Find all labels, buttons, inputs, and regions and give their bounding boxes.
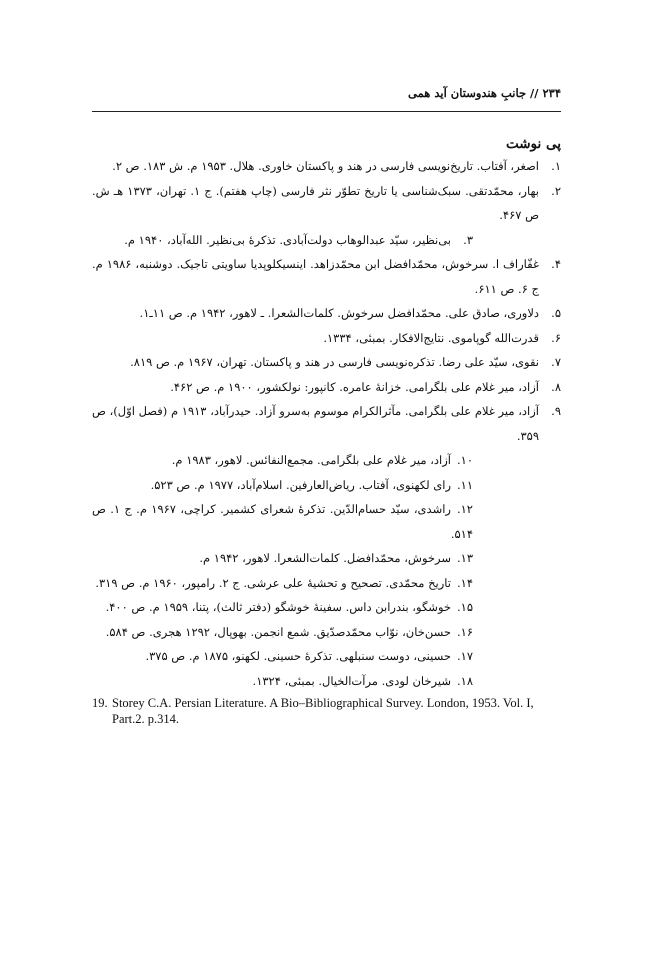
note-item [92,497,561,546]
note-text: آزاد، میر غلام علی بلگرامی. مآثرالکرام موسوم به‌سرو آزاد. حیدرآباد، ۱۹۱۳ م (فصل اوّل)، ص ۳۵۹. [92,404,539,443]
note-item [92,595,561,620]
note-text: آزاد، میر غلام علی بلگرامی. مجمع‌النفائس. لاهور، ۱۹۸۳ م. [171,453,451,467]
note-text: حسینی، دوست سنبلهی. تذکرهٔ حسینی. لکهنو، ۱۸۷۵ م. ص ۳۷۵. [145,649,451,663]
note-number: ۷. [551,355,561,369]
note-item [92,350,561,375]
note-number: ۳. [463,232,473,247]
note-item [92,448,561,473]
note-text: سرخوش، محمّدافضل. کلمات‌الشعرا. لاهور، ۱۹۴۲ م. [199,551,451,565]
note-text: اصغر، آفتاب. تاریخ‌نویسی فارسی در هند و پاکستان خاوری. هلال. ۱۹۵۳ م. ش ۱۸۳. ص ۲. [112,159,539,173]
note-text: شیرخان لودی. مرآت‌الخیال. بمبئی، ۱۳۲۴. [252,673,451,688]
note-number: ۱. [551,159,561,173]
note-item [92,252,561,301]
note-text: غفّاراف ا. سرخوش، محمّدافضل ابن محمّدزاهد. اینسیکلوپدیا ساویتی تاجیک. دوشنبه، ۱۹۸۶ م. ج ۶. ص ۶۱۱. [92,257,539,296]
note-text: بی‌نظیر، سیّد عبدالوهاب دولت‌آبادی. تذکرهٔ بی‌نظیر. الله‌آباد، ۱۹۴۰ م. [124,232,451,247]
note-item [92,375,561,400]
note-number: ۶. [551,330,561,345]
notes-list [92,154,561,727]
note-text: رای لکهنوی، آفتاب. ریاض‌العارفین. اسلام‌آباد، ۱۹۷۷ م. ص ۵۲۳. [150,477,451,492]
note-number: ۱۵. [456,600,473,614]
note-number: 19. [92,696,108,710]
note-item [92,644,561,669]
note-text: خوشگو، بندرابن داس. سفینهٔ خوشگو (دفتر ثالث)، پتنا، ۱۹۵۹ م. ص ۴۰۰. [105,600,451,614]
note-number: ۸. [551,379,561,394]
note-item [92,473,561,498]
note-number: ۱۶. [456,624,473,639]
note-number: ۱۴. [456,575,473,590]
note-number: ۱۰. [456,453,473,467]
note-item [92,571,561,596]
running-header: ۲۳۴ // جانبِ هندوستان آید همی [408,86,561,100]
note-number: ۴. [551,257,561,271]
note-number: ۱۷. [456,649,473,663]
header-rule [92,111,561,112]
note-text: قدرت‌الله گوپاموی. نتایج‌الافکار. بمبئی، ۱۳۳۴. [323,330,539,345]
note-text: بهار، محمّدتقی. سبک‌شناسی یا تاریخ تطوّر نثر فارسی (چاپ هفتم). ج ۱. تهران، ۱۳۷۳ هـ ش. ص ۴۶۷. [92,183,539,222]
note-number: ۵. [551,306,561,320]
note-number: ۱۲. [456,502,473,516]
note-text: راشدی، سیّد حسام‌الدّین. تذکرهٔ شعرای کشمیر. کراچی، ۱۹۶۷ م. ج ۱. ص ۵۱۴. [92,502,473,541]
note-number: ۱۸. [456,673,473,688]
note-item [92,620,561,645]
note-item [92,546,561,571]
note-text: آزاد، میر غلام علی بلگرامی. خزانهٔ عامره. کانپور: نولکشور، ۱۹۰۰ م. ص ۴۶۲. [170,379,539,394]
note-item [92,399,561,448]
note-number: ۱۳. [456,551,473,565]
note-item [92,228,561,253]
note-number: ۱۱. [456,477,473,492]
note-item [92,669,561,694]
section-title: پی نوشت [505,136,561,152]
note-item-english [92,693,561,727]
note-item [92,326,561,351]
note-item [92,154,561,179]
note-text: دلاوری، صادق علی. محمّدافضل سرخوش. کلمات‌الشعرا. ـ لاهور، ۱۹۴۲ م. ص ۱۱ـ۱. [139,306,539,320]
note-item [92,179,561,228]
note-number: ۹. [551,404,561,418]
note-number: ۲. [551,183,561,198]
note-text: حسن‌خان، نوّاب محمّدصدّیق. شمع انجمن. بهوپال، ۱۲۹۲ هجری. ص ۵۸۴. [105,624,451,639]
note-item [92,301,561,326]
note-text: تاریخ محمّدی. تصحیح و تحشیهٔ علی عرشی. ج ۲. رامپور، ۱۹۶۰ م. ص ۳۱۹. [95,575,451,590]
note-text: نقوی، سیّد علی رضا. تذکره‌نویسی فارسی در هند و پاکستان. تهران، ۱۹۶۷ م. ص ۸۱۹. [130,355,539,369]
note-text: Storey C.A. Persian Literature. A Bio–Bibliographical Survey. London, 1953. Vol. I, Part.2. p.314. [112,696,534,726]
